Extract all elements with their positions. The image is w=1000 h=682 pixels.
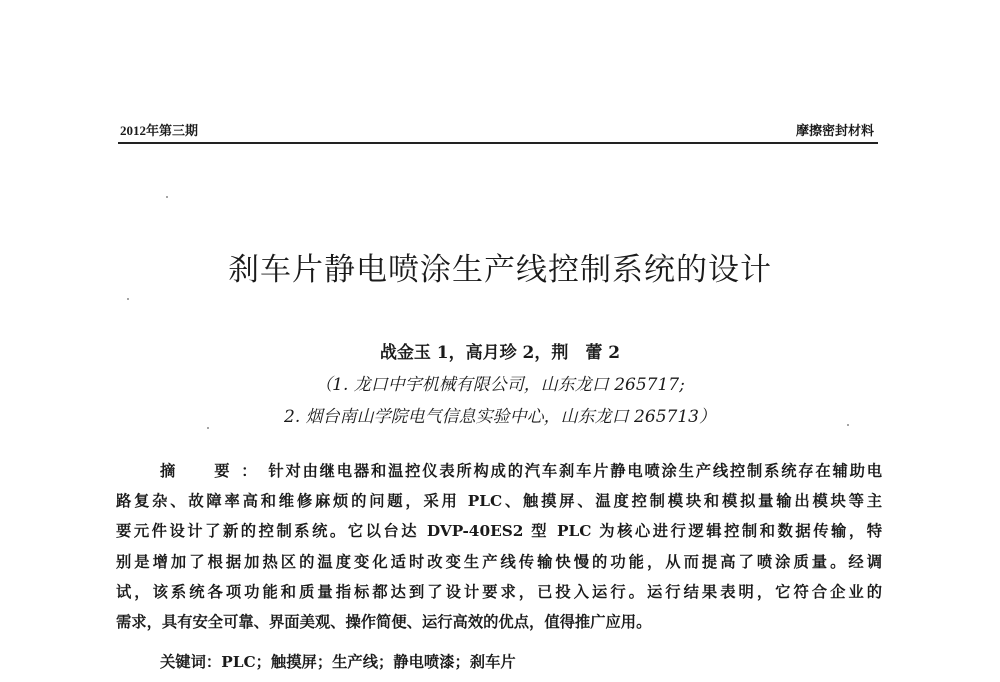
scan-speck [166, 196, 168, 198]
keywords [160, 650, 516, 672]
issue-label: 2012年第三期 [120, 123, 199, 138]
abstract-line-3: 要元件设计了新的控制系统。它以台达 DVP-40ES2 型 PLC 为核心进行逻辑控制和数据传输，特 [116, 522, 882, 541]
scan-speck [127, 298, 129, 300]
paper-title: 刹车片静电喷涂生产线控制系统的设计 [228, 252, 772, 288]
abstract-text-1: 针对由继电器和温控仪表所构成的汽车刹车片静电喷涂生产线控制系统存在辅助电 [268, 462, 882, 480]
running-header [118, 118, 878, 144]
keywords-label: 关键词： [160, 653, 222, 671]
scan-speck [847, 424, 849, 426]
scan-speck [207, 427, 209, 429]
abstract-line-6: 需求，具有安全可靠、界面美观、操作简便、运行高效的优点，值得推广应用。 [116, 613, 652, 632]
abstract-line-5: 试，该系统各项功能和质量指标都达到了设计要求，已投入运行。运行结果表明，它符合企业的 [116, 582, 882, 601]
abstract-line-2: 路复杂、故障率高和维修麻烦的问题，采用 PLC、触摸屏、温度控制模块和模拟量输出模块等主 [116, 492, 882, 511]
abstract-line-1 [116, 456, 882, 486]
abstract-line-4: 别是增加了根据加热区的温度变化适时改变生产线传输快慢的功能，从而提高了喷涂质量。经调 [116, 552, 882, 571]
keywords-text: PLC；触摸屏；生产线；静电喷漆；刹车片 [221, 653, 516, 671]
authors-line: 战金玉 1，高月珍 2，荆 蕾 2 [379, 343, 621, 363]
affiliation-1: （1. 龙口中宇机械有限公司，山东龙口 265717; [315, 375, 685, 395]
abstract-label: 摘 要： [160, 462, 269, 480]
affiliation-2: 2. 烟台南山学院电气信息实验中心，山东龙口 265713） [284, 407, 716, 427]
journal-name: 摩擦密封材料 [795, 123, 874, 138]
abstract [116, 456, 882, 637]
